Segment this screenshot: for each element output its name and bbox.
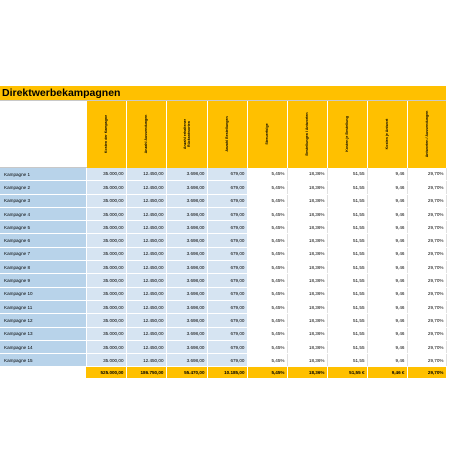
input-cell[interactable]: 679,00 xyxy=(207,234,247,247)
result-cell[interactable]: 51,55 xyxy=(327,261,367,274)
header-label: Streuerfolge xyxy=(264,123,269,145)
total-cell[interactable]: 29,70% xyxy=(407,367,446,379)
input-cell[interactable]: 12.450,00 xyxy=(126,340,166,353)
input-cell[interactable]: 35.000,00 xyxy=(86,234,126,247)
result-cell[interactable]: 29,70% xyxy=(407,261,446,274)
input-cell[interactable]: 12.450,00 xyxy=(126,207,166,220)
header-cell[interactable] xyxy=(287,101,327,168)
result-cell[interactable]: 51,55 xyxy=(327,168,367,181)
result-cell[interactable]: 18,36% xyxy=(287,340,327,353)
result-cell[interactable]: 18,36% xyxy=(287,221,327,234)
input-cell[interactable]: 679,00 xyxy=(207,247,247,260)
header-cell[interactable] xyxy=(126,101,166,168)
header-cell[interactable] xyxy=(247,101,287,168)
table-row xyxy=(0,327,446,340)
campaign-name-cell[interactable]: Kampagne 2 xyxy=(0,181,86,194)
result-cell[interactable]: 51,55 xyxy=(327,194,367,207)
result-cell[interactable]: 18,36% xyxy=(287,287,327,300)
table-row xyxy=(0,181,446,194)
header-label: Kosten je Antwort xyxy=(384,118,389,150)
table-row xyxy=(0,314,446,327)
input-cell[interactable]: 12.450,00 xyxy=(126,194,166,207)
result-cell[interactable]: 5,45% xyxy=(247,234,287,247)
table-row xyxy=(0,247,446,260)
input-cell[interactable]: 679,00 xyxy=(207,340,247,353)
input-cell[interactable]: 3.698,00 xyxy=(166,207,207,220)
campaign-name-cell[interactable]: Kampagne 8 xyxy=(0,261,86,274)
campaign-name-cell[interactable]: Kampagne 7 xyxy=(0,247,86,260)
input-cell[interactable]: 679,00 xyxy=(207,314,247,327)
result-cell[interactable]: 29,70% xyxy=(407,354,446,367)
input-cell[interactable]: 35.000,00 xyxy=(86,261,126,274)
result-cell[interactable]: 18,36% xyxy=(287,327,327,340)
campaign-name-cell[interactable]: Kampagne 6 xyxy=(0,234,86,247)
total-cell[interactable]: 55.470,00 xyxy=(166,367,207,379)
campaign-name-cell[interactable]: Kampagne 11 xyxy=(0,300,86,313)
result-cell[interactable]: 29,70% xyxy=(407,221,446,234)
result-cell[interactable]: 18,36% xyxy=(287,194,327,207)
result-cell[interactable]: 5,45% xyxy=(247,287,287,300)
input-cell[interactable]: 12.450,00 xyxy=(126,181,166,194)
result-cell[interactable]: 18,36% xyxy=(287,207,327,220)
input-cell[interactable]: 35.000,00 xyxy=(86,300,126,313)
result-cell[interactable]: 51,55 xyxy=(327,247,367,260)
input-cell[interactable]: 3.698,00 xyxy=(166,261,207,274)
result-cell[interactable]: 29,70% xyxy=(407,327,446,340)
result-cell[interactable]: 9,46 xyxy=(367,314,407,327)
input-cell[interactable]: 35.000,00 xyxy=(86,274,126,287)
input-cell[interactable]: 35.000,00 xyxy=(86,327,126,340)
campaign-name-cell[interactable]: Kampagne 12 xyxy=(0,314,86,327)
input-cell[interactable]: 35.000,00 xyxy=(86,168,126,181)
campaign-name-cell[interactable]: Kampagne 1 xyxy=(0,168,86,181)
input-cell[interactable]: 679,00 xyxy=(207,287,247,300)
result-cell[interactable]: 51,55 xyxy=(327,221,367,234)
sheet-title: Direktwerbekampagnen xyxy=(0,86,446,101)
input-cell[interactable]: 3.698,00 xyxy=(166,221,207,234)
input-cell[interactable]: 35.000,00 xyxy=(86,221,126,234)
result-cell[interactable]: 9,46 xyxy=(367,354,407,367)
result-cell[interactable]: 29,70% xyxy=(407,287,446,300)
table-row xyxy=(0,261,446,274)
result-cell[interactable]: 5,45% xyxy=(247,300,287,313)
campaign-name-cell[interactable]: Kampagne 14 xyxy=(0,340,86,353)
result-cell[interactable]: 5,45% xyxy=(247,261,287,274)
header-cell[interactable] xyxy=(327,101,367,168)
total-cell[interactable]: 51,55 € xyxy=(327,367,367,379)
result-cell[interactable]: 18,36% xyxy=(287,168,327,181)
table-row xyxy=(0,207,446,220)
input-cell[interactable]: 35.000,00 xyxy=(86,354,126,367)
result-cell[interactable]: 51,55 xyxy=(327,181,367,194)
header-cell[interactable] xyxy=(407,101,446,168)
input-cell[interactable]: 679,00 xyxy=(207,194,247,207)
input-cell[interactable]: 3.698,00 xyxy=(166,327,207,340)
header-cell[interactable] xyxy=(367,101,407,168)
result-cell[interactable]: 9,46 xyxy=(367,221,407,234)
input-cell[interactable]: 679,00 xyxy=(207,181,247,194)
result-cell[interactable]: 51,55 xyxy=(327,287,367,300)
result-cell[interactable]: 9,46 xyxy=(367,300,407,313)
result-cell[interactable]: 18,36% xyxy=(287,354,327,367)
input-cell[interactable]: 3.698,00 xyxy=(166,234,207,247)
campaign-name-cell[interactable]: Kampagne 3 xyxy=(0,194,86,207)
input-cell[interactable]: 35.000,00 xyxy=(86,287,126,300)
input-cell[interactable]: 679,00 xyxy=(207,274,247,287)
header-cell[interactable] xyxy=(166,101,207,168)
result-cell[interactable]: 29,70% xyxy=(407,234,446,247)
input-cell[interactable]: 12.450,00 xyxy=(126,274,166,287)
result-cell[interactable]: 5,45% xyxy=(247,181,287,194)
result-cell[interactable]: 18,36% xyxy=(287,247,327,260)
result-cell[interactable]: 9,46 xyxy=(367,261,407,274)
result-cell[interactable]: 18,36% xyxy=(287,314,327,327)
result-cell[interactable]: 5,45% xyxy=(247,274,287,287)
result-cell[interactable]: 29,70% xyxy=(407,181,446,194)
result-cell[interactable]: 5,45% xyxy=(247,207,287,220)
campaign-table xyxy=(0,101,447,378)
input-cell[interactable]: 3.698,00 xyxy=(166,340,207,353)
header-row xyxy=(0,101,446,168)
input-cell[interactable]: 12.450,00 xyxy=(126,354,166,367)
result-cell[interactable]: 9,46 xyxy=(367,234,407,247)
result-cell[interactable]: 51,55 xyxy=(327,340,367,353)
input-cell[interactable]: 12.450,00 xyxy=(126,247,166,260)
result-cell[interactable]: 29,70% xyxy=(407,340,446,353)
input-cell[interactable]: 3.698,00 xyxy=(166,287,207,300)
input-cell[interactable]: 3.698,00 xyxy=(166,247,207,260)
campaign-name-cell[interactable]: Kampagne 5 xyxy=(0,221,86,234)
input-cell[interactable]: 3.698,00 xyxy=(166,274,207,287)
result-cell[interactable]: 9,46 xyxy=(367,168,407,181)
total-cell[interactable]: 5,45% xyxy=(247,367,287,379)
result-cell[interactable]: 5,45% xyxy=(247,247,287,260)
totals-label-cell xyxy=(0,367,86,379)
result-cell[interactable]: 5,45% xyxy=(247,168,287,181)
result-cell[interactable]: 18,36% xyxy=(287,234,327,247)
result-cell[interactable]: 29,70% xyxy=(407,194,446,207)
result-cell[interactable]: 51,55 xyxy=(327,207,367,220)
table-row xyxy=(0,300,446,313)
result-cell[interactable]: 5,45% xyxy=(247,314,287,327)
input-cell[interactable]: 679,00 xyxy=(207,207,247,220)
input-cell[interactable]: 3.698,00 xyxy=(166,354,207,367)
input-cell[interactable]: 12.450,00 xyxy=(126,261,166,274)
header-cell[interactable] xyxy=(207,101,247,168)
header-label: Kosten der Kampagne xyxy=(103,115,108,154)
header-label: Anzahl Bestellungen xyxy=(224,116,229,152)
total-cell[interactable]: 186.750,00 xyxy=(126,367,166,379)
result-cell[interactable]: 51,55 xyxy=(327,327,367,340)
input-cell[interactable]: 35.000,00 xyxy=(86,247,126,260)
result-cell[interactable]: 9,46 xyxy=(367,287,407,300)
input-cell[interactable]: 3.698,00 xyxy=(166,300,207,313)
table-body xyxy=(0,168,446,367)
result-cell[interactable]: 5,45% xyxy=(247,354,287,367)
table-row xyxy=(0,168,446,181)
result-cell[interactable]: 5,45% xyxy=(247,327,287,340)
result-cell[interactable]: 5,45% xyxy=(247,340,287,353)
table-row xyxy=(0,194,446,207)
result-cell[interactable]: 51,55 xyxy=(327,274,367,287)
input-cell[interactable]: 35.000,00 xyxy=(86,181,126,194)
input-cell[interactable]: 679,00 xyxy=(207,354,247,367)
spreadsheet xyxy=(0,86,446,378)
result-cell[interactable]: 51,55 xyxy=(327,300,367,313)
table-row xyxy=(0,274,446,287)
input-cell[interactable]: 3.698,00 xyxy=(166,168,207,181)
campaign-name-cell[interactable]: Kampagne 4 xyxy=(0,207,86,220)
total-cell[interactable]: 18,36% xyxy=(287,367,327,379)
input-cell[interactable]: 12.450,00 xyxy=(126,314,166,327)
input-cell[interactable]: 12.450,00 xyxy=(126,327,166,340)
input-cell[interactable]: 12.450,00 xyxy=(126,287,166,300)
campaign-name-cell[interactable]: Kampagne 13 xyxy=(0,327,86,340)
input-cell[interactable]: 3.698,00 xyxy=(166,314,207,327)
input-cell[interactable]: 12.450,00 xyxy=(126,168,166,181)
result-cell[interactable]: 9,46 xyxy=(367,274,407,287)
result-cell[interactable]: 9,46 xyxy=(367,194,407,207)
input-cell[interactable]: 679,00 xyxy=(207,327,247,340)
input-cell[interactable]: 12.450,00 xyxy=(126,234,166,247)
result-cell[interactable]: 5,45% xyxy=(247,221,287,234)
input-cell[interactable]: 12.450,00 xyxy=(126,300,166,313)
campaign-name-cell[interactable]: Kampagne 15 xyxy=(0,354,86,367)
input-cell[interactable]: 35.000,00 xyxy=(86,340,126,353)
result-cell[interactable]: 9,46 xyxy=(367,327,407,340)
campaign-name-cell[interactable]: Kampagne 9 xyxy=(0,274,86,287)
input-cell[interactable]: 679,00 xyxy=(207,300,247,313)
input-cell[interactable]: 12.450,00 xyxy=(126,221,166,234)
total-cell[interactable]: 10.185,00 xyxy=(207,367,247,379)
result-cell[interactable]: 9,46 xyxy=(367,181,407,194)
input-cell[interactable]: 3.698,00 xyxy=(166,194,207,207)
input-cell[interactable]: 3.698,00 xyxy=(166,181,207,194)
result-cell[interactable]: 9,46 xyxy=(367,207,407,220)
campaign-name-cell[interactable]: Kampagne 10 xyxy=(0,287,86,300)
result-cell[interactable]: 51,55 xyxy=(327,314,367,327)
result-cell[interactable]: 18,36% xyxy=(287,300,327,313)
header-label: Antworten / Aussendungen xyxy=(424,110,429,158)
result-cell[interactable]: 5,45% xyxy=(247,194,287,207)
result-cell[interactable]: 29,70% xyxy=(407,300,446,313)
input-cell[interactable]: 35.000,00 xyxy=(86,207,126,220)
header-corner xyxy=(0,101,86,168)
result-cell[interactable]: 18,36% xyxy=(287,181,327,194)
table-row xyxy=(0,234,446,247)
input-cell[interactable]: 35.000,00 xyxy=(86,314,126,327)
table-row xyxy=(0,287,446,300)
header-label: Anzahl erhaltener Rückantworten xyxy=(182,119,191,150)
table-row xyxy=(0,354,446,367)
total-cell[interactable]: 525.000,00 xyxy=(86,367,126,379)
result-cell[interactable]: 51,55 xyxy=(327,234,367,247)
result-cell[interactable]: 29,70% xyxy=(407,207,446,220)
header-label: Bestellungen / Antworten xyxy=(304,112,309,156)
result-cell[interactable]: 29,70% xyxy=(407,314,446,327)
result-cell[interactable]: 29,70% xyxy=(407,274,446,287)
result-cell[interactable]: 9,46 xyxy=(367,340,407,353)
header-cell[interactable] xyxy=(86,101,126,168)
result-cell[interactable]: 29,70% xyxy=(407,247,446,260)
result-cell[interactable]: 51,55 xyxy=(327,354,367,367)
input-cell[interactable]: 679,00 xyxy=(207,168,247,181)
input-cell[interactable]: 35.000,00 xyxy=(86,194,126,207)
result-cell[interactable]: 29,70% xyxy=(407,168,446,181)
header-label: Kosten je Bestellung xyxy=(344,116,349,153)
result-cell[interactable]: 9,46 xyxy=(367,247,407,260)
total-cell[interactable]: 9,46 € xyxy=(367,367,407,379)
input-cell[interactable]: 679,00 xyxy=(207,261,247,274)
header-label: Anzahl Aussendungen xyxy=(143,114,148,154)
table-row xyxy=(0,340,446,353)
result-cell[interactable]: 18,36% xyxy=(287,261,327,274)
table-row xyxy=(0,221,446,234)
input-cell[interactable]: 679,00 xyxy=(207,221,247,234)
totals-row xyxy=(0,367,446,379)
result-cell[interactable]: 18,36% xyxy=(287,274,327,287)
